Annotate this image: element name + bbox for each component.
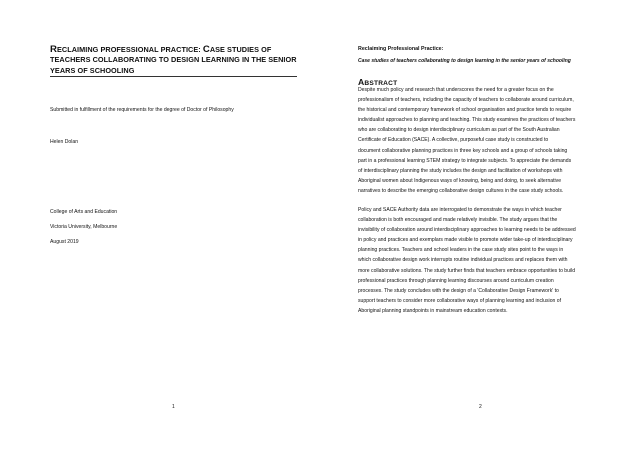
abstract-line: narratives to describe the emerging collaborative design cultures in the case study schools. (358, 187, 564, 194)
abstract-line: part in a professional learning STEM strategy to integrate subjects. To appreciate the demands (358, 157, 572, 164)
running-title: Reclaiming Professional Practice: (358, 46, 444, 52)
abstract-line: of interdisciplinary planning the study includes the design and facilitation of workshops with (358, 167, 563, 174)
abstract-line: Policy and SACE Authority data are interrogated to demonstrate the ways in which teacher (358, 207, 562, 213)
abstract-line: professionalism of teachers, including the capacity of teachers to collaborate around curriculum, (358, 97, 574, 104)
abstract-line: Despite much policy and research that underscores the need for a greater focus on the (358, 87, 554, 93)
abstract-line: individualist approaches to planning and teaching. This study examines the practices of teachers (358, 117, 576, 124)
abstract-line: planning practices. Teachers and school leaders in the case study sites point to the ways in (358, 247, 564, 254)
abstract-line: document collaborative planning practices in three key schools and a group of schools taking (358, 147, 568, 154)
abstract-line: collaboration is both encouraged and made relatively invisible. The study argues that the (358, 217, 558, 224)
abstract-line: the historical and contemporary framework of school organisation and practice tends to require (358, 107, 572, 114)
page-number: 2 (479, 404, 482, 410)
abstract-line: support teachers to consider more collaborative ways of planning learning and inclusion of (358, 297, 562, 304)
abstract-line: invisibility of collaboration around interdisciplinary approaches to learning needs to be addressed (358, 227, 576, 234)
submission-date: August 2019 (50, 239, 79, 245)
right-page (320, 0, 640, 452)
page-number: 1 (172, 404, 175, 410)
abstract-line: Aboriginal women about Indigenous ways of knowing, being and doing, to seek alternative (358, 177, 562, 184)
university-name: Victoria University, Melbourne (50, 224, 118, 230)
abstract-line: professional practices through planning learning discourses around curriculum creation (358, 277, 554, 284)
abstract-heading: ABSTRACT (358, 77, 398, 87)
author-name: Helen Dolan (50, 139, 79, 145)
submission-statement: Submitted in fulfillment of the requirements for the degree of Doctor of Philosophy (50, 107, 234, 113)
abstract-line: in policy and practices and exemplars made visible to promote wider take-up of interdisciplinary (358, 237, 573, 244)
abstract-line: processes. The study concludes with the design of a 'Collaborative Design Framework' to (358, 287, 559, 294)
running-subtitle: Case studies of teachers collaborating to design learning in the senior years of schooling (358, 58, 571, 64)
abstract-line: Aboriginal planning standpoints in mainstream education contexts. (358, 307, 508, 314)
title-rule (50, 76, 297, 77)
thesis-title: RECLAIMING PROFESSIONAL PRACTICE: CASE STUDIES OF TEACHERS COLLABORATING TO DESIGN LEARNING IN THE SENIOR YEARS OF SCHOOLING (50, 44, 297, 75)
abstract-paragraph-1 (358, 85, 620, 196)
abstract-paragraph-2 (358, 205, 620, 316)
abstract-line: which collaborative design work interrupts routine individual practices and replaces them with (358, 257, 568, 264)
abstract-line: who are collaborating to design interdisciplinary curriculum as part of the South Australian (358, 127, 560, 134)
college-name: College of Arts and Education (50, 209, 118, 215)
abstract-line: Certificate of Education (SACE). A collective, purposeful case study is constructed to (358, 137, 549, 144)
abstract-line: more collaborative solutions. The study further finds that teachers embrace opportunities to build (358, 267, 576, 274)
